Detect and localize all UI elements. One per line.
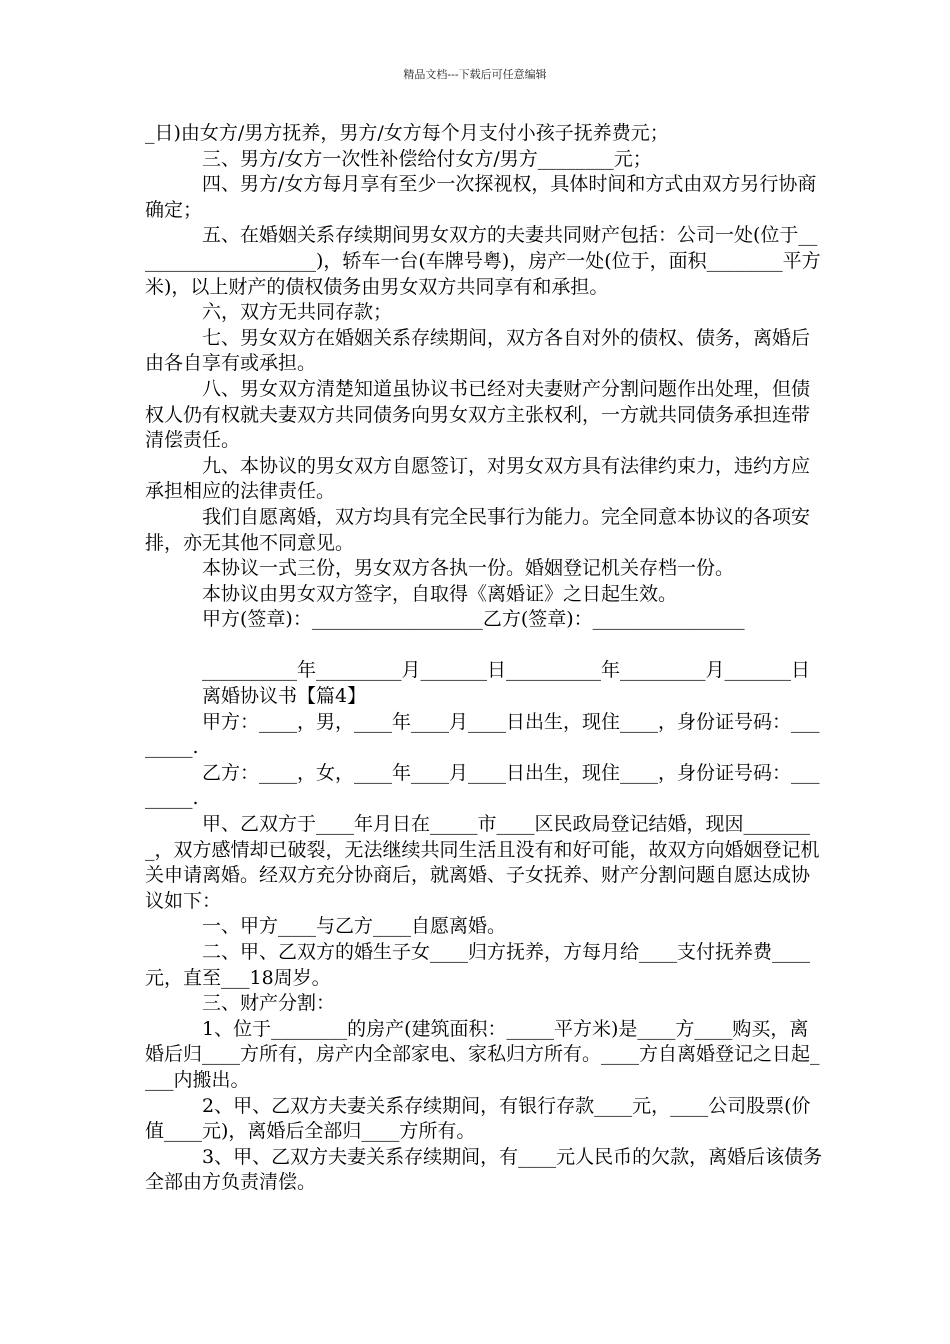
document-paragraph: __________年_________月_______日__________年_________月_______日 xyxy=(202,659,811,682)
page-header: 精品文档---下载后可任意编辑 xyxy=(403,68,547,81)
document-paragraph: 九、本协议的男女双方自愿签订，对男女双方具有法律约束力，违约方应承担相应的法律责任。 xyxy=(145,454,811,503)
document-paragraph: _日)由女方/男方抚养，男方/女方每个月支付小孩子抚养费元； xyxy=(145,122,669,144)
document-paragraph: 三、财产分割： xyxy=(202,992,336,1015)
document-paragraph: 六，双方无共同存款； xyxy=(202,301,393,324)
document-paragraph: 五、在婚姻关系存续期间男女双方的夫妻共同财产包括：公司一处(位于____________________)，轿车一台(车牌号粤)，房产一处(位于，面积________平方米)，以上财产的债权债务由男女双方共同享有和承担。 xyxy=(145,224,821,298)
document-paragraph: 离婚协议书【篇4】 xyxy=(202,685,367,708)
document-paragraph: 四、男方/女方每月享有至少一次探视权，具体时间和方式由双方另行协商确定； xyxy=(145,173,817,221)
document-paragraph: 一、甲方____与乙方____自愿离婚。 xyxy=(202,915,507,938)
document-paragraph: 本协议一式三份，男女双方各执一份。婚姻登记机关存档一份。 xyxy=(202,557,735,580)
document-paragraph: 2、甲、乙双方夫妻关系存续期间，有银行存款____元，____公司股票(价值____元)，离婚后全部归____方所有。 xyxy=(145,1094,811,1143)
document-paragraph: 3、甲、乙双方夫妻关系存续期间，有____元人民币的欠款，离婚后该债务全部由方负责清偿。 xyxy=(145,1145,823,1194)
document-paragraph: 八、男女双方清楚知道虽协议书已经对夫妻财产分割问题作出处理，但债权人仍有权就夫妻双方共同债务向男女双方主张权利，一方就共同债务承担连带清偿责任。 xyxy=(145,377,811,452)
document-paragraph: 乙方：____，女，____年____月____日出生，现住____，身份证号码：________. xyxy=(145,761,820,810)
document-paragraph: 七、男女双方在婚姻关系存续期间，双方各自对外的债权、债务，离婚后由各自享有或承担。 xyxy=(145,326,811,375)
document-paragraph: 三、男方/女方一次性补偿给付女方/男方________元； xyxy=(202,147,652,170)
document-paragraph xyxy=(145,633,825,659)
document-paragraph: 二、甲、乙双方的婚生子女____归方抚养，方每月给____支付抚养费____元，直至___18周岁。 xyxy=(145,941,811,989)
document-body xyxy=(145,121,825,1196)
document-paragraph: 1、位于________的房产(建筑面积：_____平方米)是____方____购买，离婚后归____方所有，房产内全部家电、家私归方所有。____方自离婚登记之日起____内搬出。 xyxy=(145,1017,820,1091)
document-paragraph: 甲方：____，男，____年____月____日出生，现住____，身份证号码：________. xyxy=(145,710,820,759)
document-paragraph: 甲方(签章)：__________________乙方(签章)：________________ xyxy=(202,608,745,631)
document-paragraph: 甲、乙双方于____年月日在_____市____区民政局登记结婚，现因________，双方感情却已破裂，无法继续共同生活且没有和好可能，故双方向婚姻登记机关申请离婚。经双方充分协商后，就离婚、子女抚养、财产分割问题自愿达成协议如下： xyxy=(145,813,820,912)
document-paragraph: 本协议由男女双方签字，自取得《离婚证》之日起生效。 xyxy=(202,582,678,605)
document-paragraph: 我们自愿离婚，双方均具有完全民事行为能力。完全同意本协议的各项安排，亦无其他不同意见。 xyxy=(145,505,811,554)
